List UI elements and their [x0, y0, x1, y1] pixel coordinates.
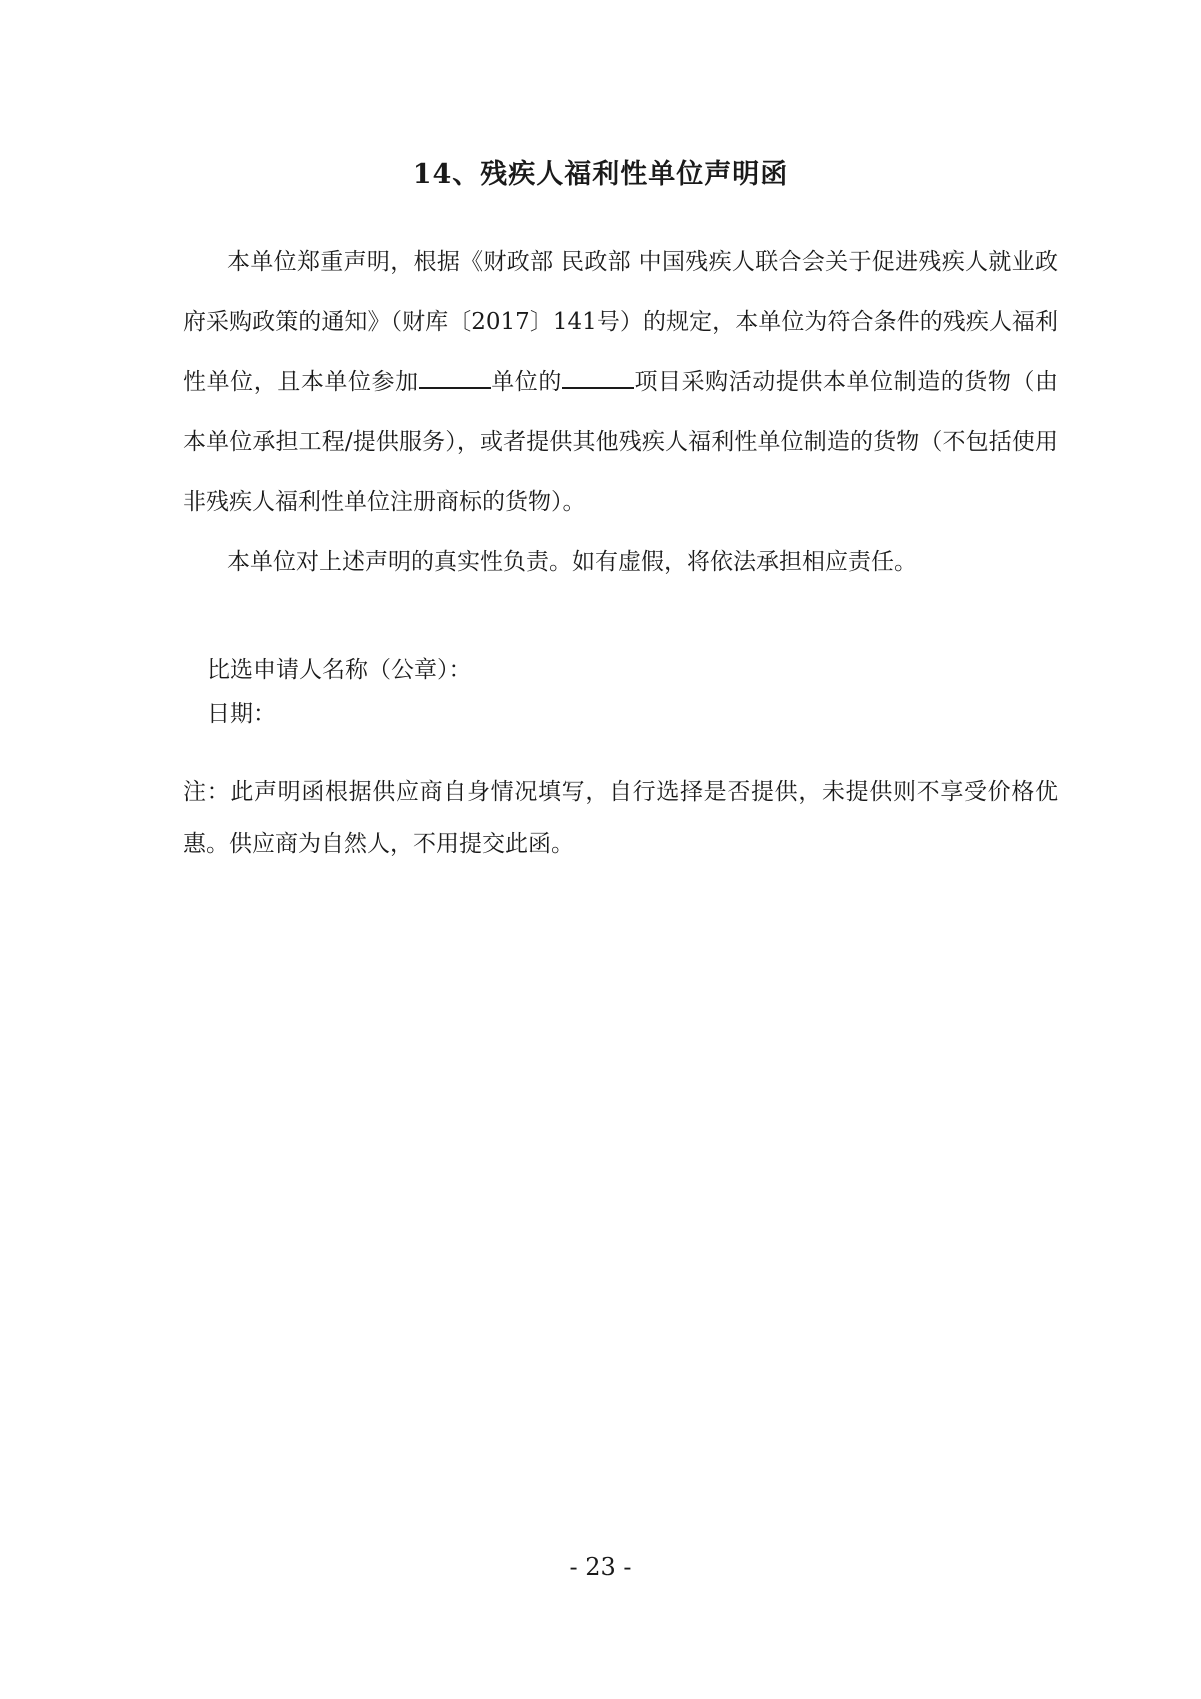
page-title: 14、残疾人福利性单位声明函 — [412, 159, 789, 190]
unit-name-blank — [419, 367, 491, 389]
signature-block — [207, 648, 472, 736]
date-label: 日期： — [207, 701, 276, 727]
declaration-paragraph — [183, 232, 1058, 532]
declaration-body — [183, 232, 1058, 592]
paragraph-text-part1: 本单位郑重声明，根据《财政部 民政部 中国残疾人联合会关于促进残疾人就业政府采购政策的通知》（财库〔2017〕141号）的规定，本单位为符合条件的残疾人福利性单位，且本单位参加 — [183, 249, 1058, 395]
responsibility-paragraph: 本单位对上述声明的真实性负责。如有虚假，将依法承担相应责任。 — [227, 549, 917, 575]
project-name-blank — [562, 367, 634, 389]
page-number: - 23 - — [569, 1553, 632, 1581]
paragraph-text-part3: 项目采购活动提供本单位制造的货物（由本单位承担工程/提供服务），或者提供其他残疾人福利性单位制造的货物（不包括使用非残疾人福利性单位注册商标的货物）。 — [183, 369, 1058, 515]
applicant-name-label: 比选申请人名称（公章）： — [207, 657, 472, 683]
note-text: 注：此声明函根据供应商自身情况填写，自行选择是否提供，未提供则不享受价格优惠。供应商为自然人，不用提交此函。 — [183, 779, 1058, 857]
paragraph-text-part2: 单位的 — [490, 369, 562, 395]
